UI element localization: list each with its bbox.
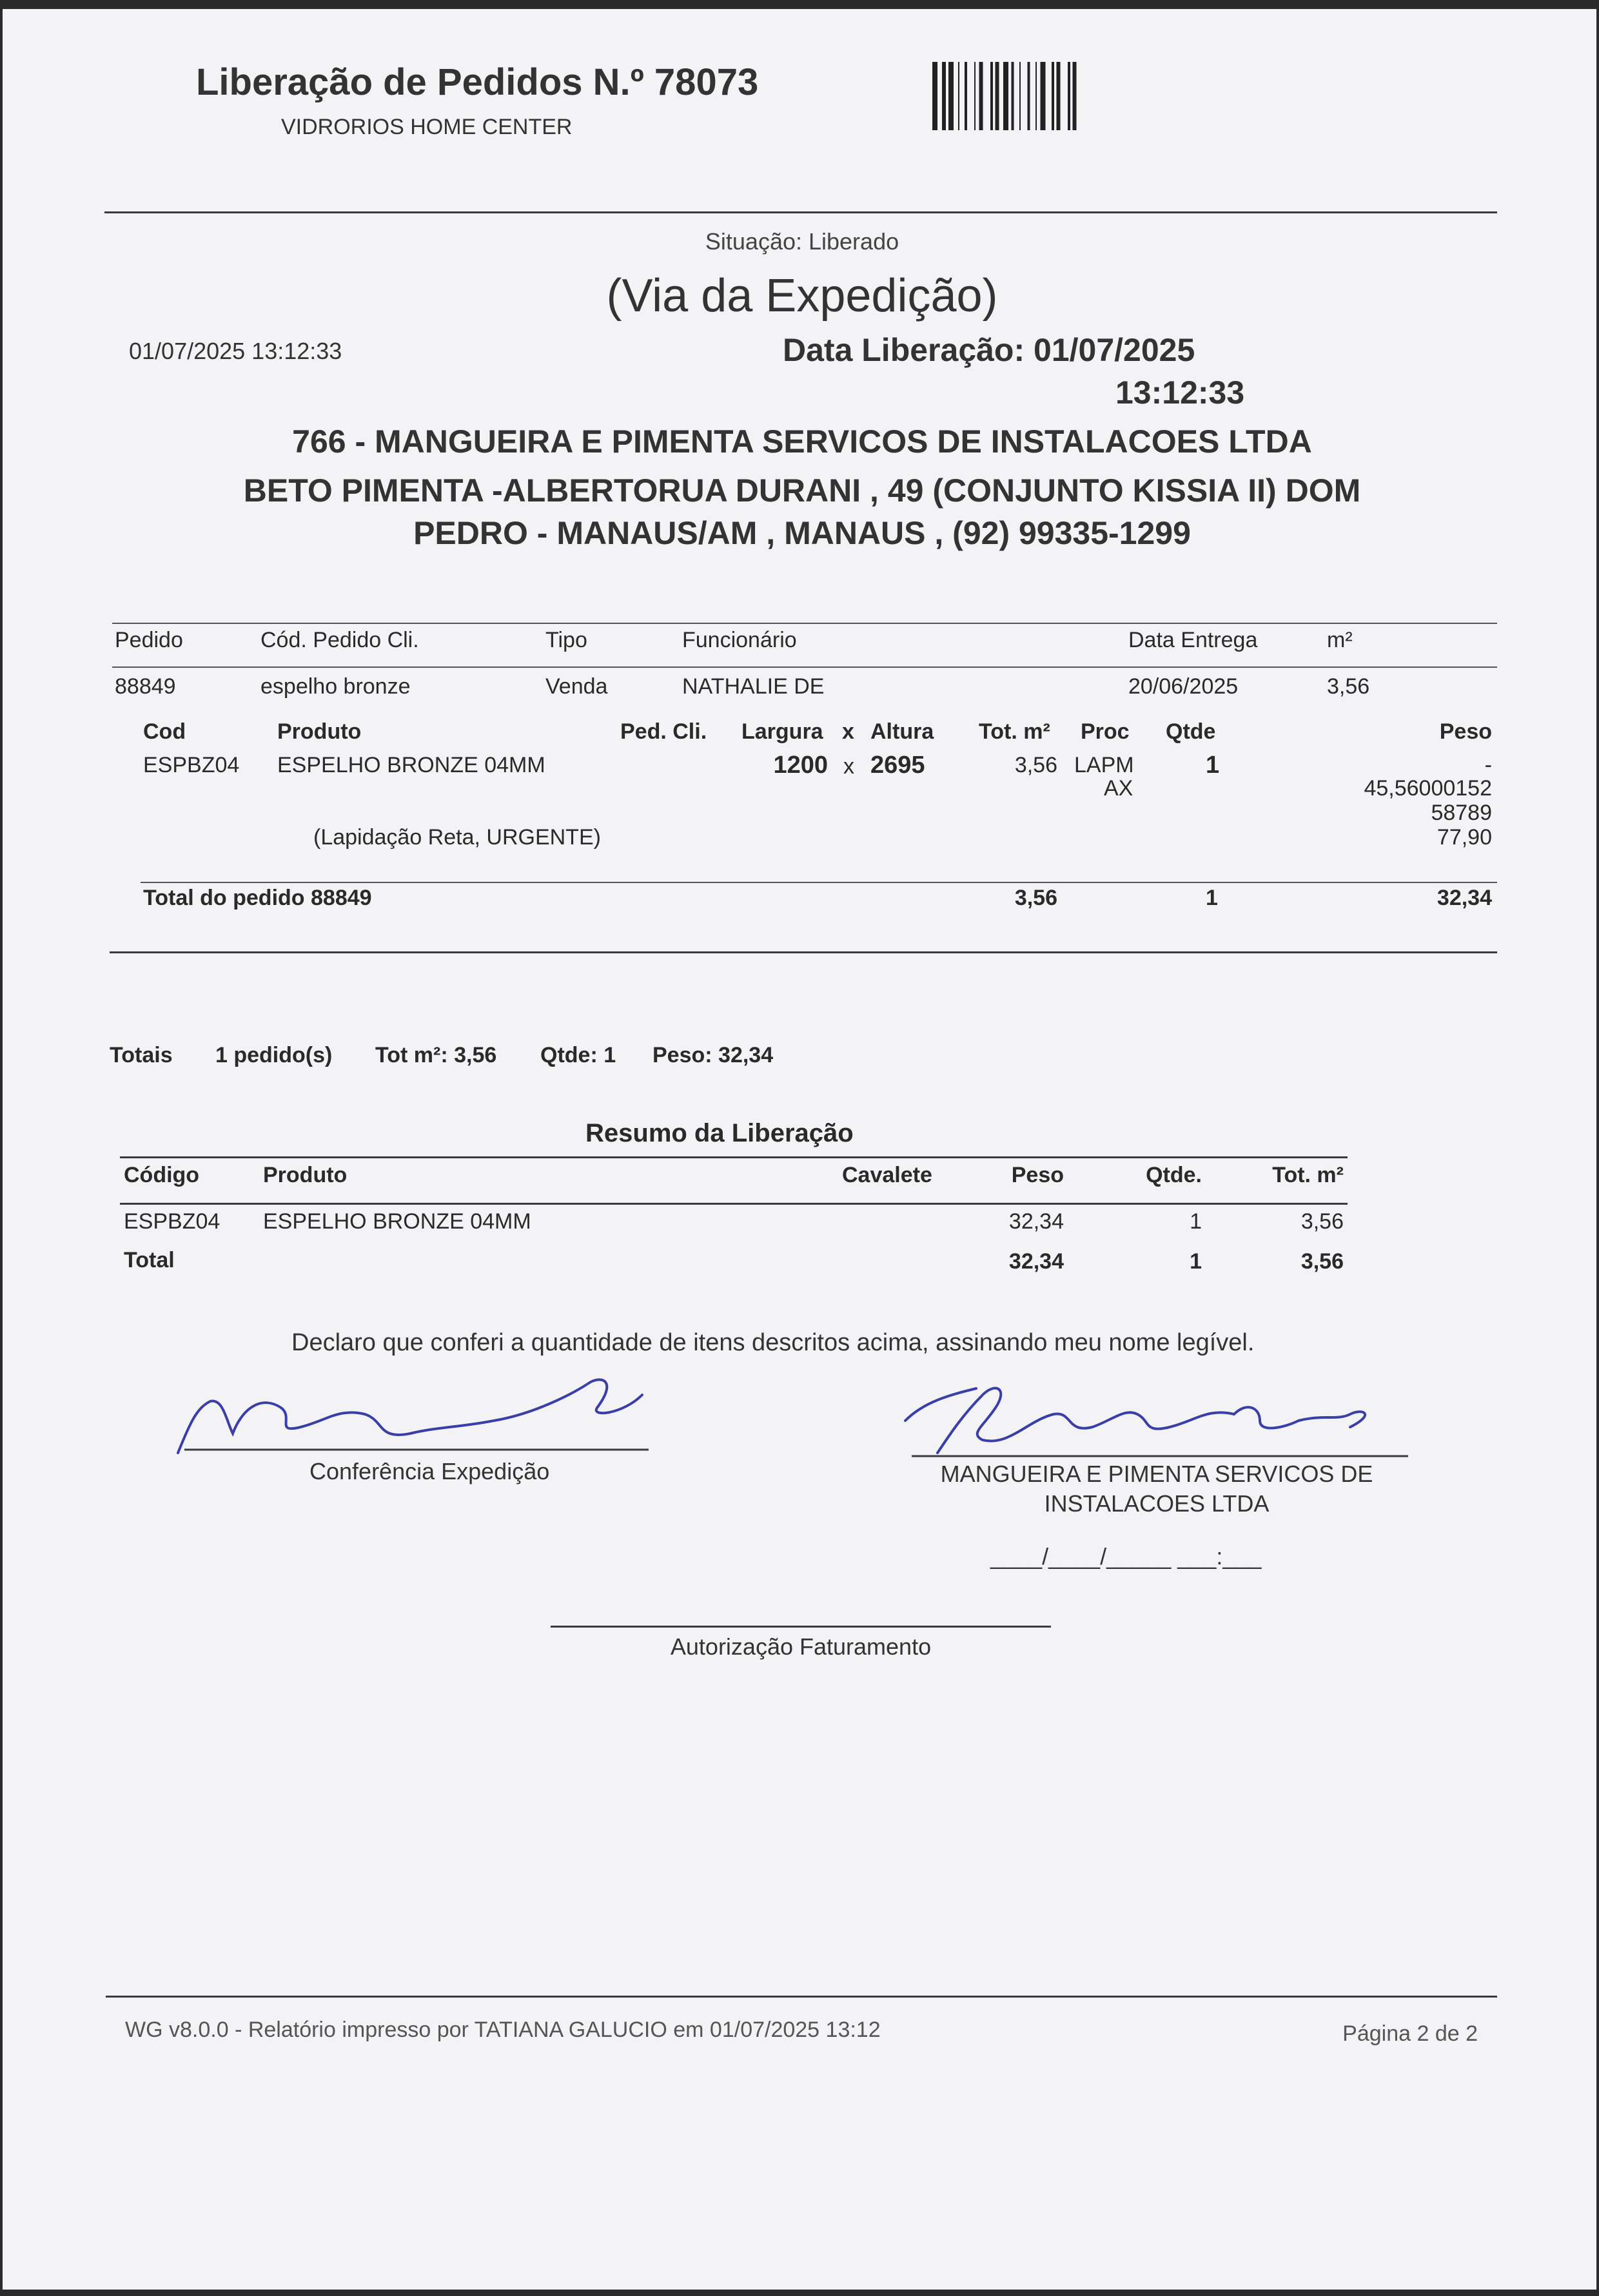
barcode-bar bbox=[996, 62, 999, 130]
item-peso-1: - bbox=[1484, 753, 1492, 777]
col-header-cod-cli: Cód. Pedido Cli. bbox=[260, 628, 419, 652]
release-date: Data Liberação: 01/07/2025 bbox=[783, 332, 1195, 368]
barcode-bar bbox=[1073, 62, 1077, 130]
item-code: ESPBZ04 bbox=[143, 753, 240, 777]
summary-header-tot-m2: Tot. m² bbox=[1272, 1163, 1344, 1187]
order-number: 88849 bbox=[115, 674, 176, 699]
summary-header-cavalete: Cavalete bbox=[842, 1163, 932, 1187]
via-label: (Via da Expedição) bbox=[606, 270, 998, 322]
document-page bbox=[3, 9, 1596, 2290]
summary-code: ESPBZ04 bbox=[124, 1209, 221, 1234]
totals-label: Totais bbox=[110, 1043, 173, 1067]
signature-right-label-2: INSTALACOES LTDA bbox=[1044, 1490, 1270, 1517]
order-delivery-date: 20/06/2025 bbox=[1128, 674, 1239, 699]
signature-right-label-1: MANGUEIRA E PIMENTA SERVICOS DE bbox=[940, 1461, 1373, 1487]
summary-header-produto: Produto bbox=[263, 1163, 348, 1187]
barcode-bar bbox=[1068, 62, 1070, 130]
divider bbox=[120, 1156, 1348, 1158]
signature-date-line: ____/____/_____ ___:___ bbox=[990, 1543, 1262, 1570]
summary-header-peso: Peso bbox=[1011, 1163, 1064, 1187]
signature-left-label: Conferência Expedição bbox=[309, 1458, 550, 1484]
summary-tot-m2: 3,56 bbox=[1300, 1209, 1344, 1234]
order-employee: NATHALIE DE bbox=[682, 674, 825, 699]
item-header-x: x bbox=[842, 719, 854, 744]
barcode-bar bbox=[958, 62, 959, 130]
barcode-bar bbox=[1012, 62, 1014, 130]
summary-header-qtde: Qtde. bbox=[1146, 1163, 1202, 1187]
barcode-bar bbox=[1052, 62, 1054, 130]
summary-total-qtde: 1 bbox=[1190, 1249, 1202, 1274]
divider bbox=[106, 1996, 1497, 1998]
order-total-peso: 32,34 bbox=[1437, 886, 1492, 910]
item-x: x bbox=[843, 754, 854, 779]
item-header-proc: Proc bbox=[1081, 719, 1130, 744]
declaration-text: Declaro que conferi a quantidade de itens descritos acima, assinando meu nome legível. bbox=[291, 1329, 1255, 1356]
barcode-bar bbox=[1035, 62, 1037, 130]
footer-page-number: Página 2 de 2 bbox=[1342, 2021, 1478, 2046]
item-header-peso: Peso bbox=[1439, 719, 1492, 744]
item-header-qtde: Qtde bbox=[1166, 719, 1216, 744]
barcode-bar bbox=[1003, 62, 1008, 130]
item-product: ESPELHO BRONZE 04MM bbox=[277, 753, 545, 777]
summary-total-label: Total bbox=[124, 1248, 175, 1272]
barcode-bar bbox=[974, 62, 976, 130]
summary-peso: 32,34 bbox=[1008, 1209, 1064, 1234]
item-note: (Lapidação Reta, URGENTE) bbox=[313, 825, 601, 850]
barcode-bar bbox=[942, 62, 946, 130]
order-total-qtde: 1 bbox=[1206, 886, 1218, 910]
order-type: Venda bbox=[545, 674, 608, 699]
order-m2: 3,56 bbox=[1327, 674, 1370, 699]
item-peso-2: 45,56000152 bbox=[1364, 776, 1492, 801]
document-title: Liberação de Pedidos N.º 78073 bbox=[196, 61, 759, 103]
barcode-bar bbox=[948, 62, 954, 130]
col-header-funcionario: Funcionário bbox=[682, 628, 797, 652]
barcode-bar bbox=[1041, 62, 1046, 130]
summary-header-codigo: Código bbox=[124, 1163, 200, 1187]
client-address-1: BETO PIMENTA -ALBERTORUA DURANI , 49 (CONJUNTO KISSIA II) DOM bbox=[243, 472, 1361, 509]
item-header-largura: Largura bbox=[741, 719, 823, 744]
divider bbox=[141, 882, 1497, 883]
totals-m2: Tot m²: 3,56 bbox=[375, 1043, 497, 1067]
divider bbox=[551, 1626, 1051, 1628]
item-tot-m2: 3,56 bbox=[1014, 753, 1057, 777]
handwritten-signature-right bbox=[899, 1376, 1415, 1472]
handwritten-signature-left bbox=[172, 1369, 662, 1472]
divider bbox=[104, 211, 1497, 213]
order-total-label: Total do pedido 88849 bbox=[143, 886, 372, 910]
divider bbox=[110, 951, 1497, 953]
item-qtde: 1 bbox=[1206, 752, 1220, 779]
totals-orders: 1 pedido(s) bbox=[215, 1043, 333, 1067]
divider bbox=[112, 666, 1497, 668]
summary-total-peso: 32,34 bbox=[1008, 1249, 1064, 1274]
client-address-2: PEDRO - MANAUS/AM , MANAUS , (92) 99335-1299 bbox=[413, 515, 1191, 551]
order-total-m2: 3,56 bbox=[1014, 886, 1057, 910]
company-name: VIDRORIOS HOME CENTER bbox=[281, 115, 573, 139]
barcode-bar bbox=[1019, 62, 1021, 130]
print-datetime: 01/07/2025 13:12:33 bbox=[129, 338, 342, 364]
client-name: 766 - MANGUEIRA E PIMENTA SERVICOS DE INSTALACOES LTDA bbox=[292, 423, 1312, 460]
item-header-cod: Cod bbox=[143, 719, 186, 744]
totals-qtde: Qtde: 1 bbox=[540, 1043, 616, 1067]
barcode-bar bbox=[932, 62, 937, 130]
divider bbox=[112, 623, 1497, 624]
summary-total-tot-m2: 3,56 bbox=[1300, 1249, 1344, 1274]
summary-qtde: 1 bbox=[1190, 1209, 1202, 1234]
col-header-pedido: Pedido bbox=[115, 628, 183, 652]
barcode-bar bbox=[1028, 62, 1030, 130]
item-peso-4: 77,90 bbox=[1437, 825, 1492, 850]
status-text: Situação: Liberado bbox=[705, 228, 899, 255]
barcode-bar bbox=[979, 62, 983, 130]
item-header-ped-cli: Ped. Cli. bbox=[620, 719, 707, 744]
item-proc-1: LAPM bbox=[1074, 753, 1134, 777]
release-time: 13:12:33 bbox=[1115, 375, 1245, 411]
barcode-bar bbox=[1057, 62, 1061, 130]
item-header-tot-m2: Tot. m² bbox=[979, 719, 1050, 744]
order-client-code: espelho bronze bbox=[260, 674, 411, 699]
divider bbox=[120, 1203, 1348, 1205]
footer-print-info: WG v8.0.0 - Relatório impresso por TATIANA GALUCIO em 01/07/2025 13:12 bbox=[125, 2018, 881, 2042]
col-header-data-entrega: Data Entrega bbox=[1128, 628, 1258, 652]
item-proc-2: AX bbox=[1104, 776, 1133, 801]
barcode-bar bbox=[990, 62, 993, 130]
item-peso-3: 58789 bbox=[1431, 801, 1492, 825]
totals-peso: Peso: 32,34 bbox=[652, 1043, 774, 1067]
item-width: 1200 bbox=[773, 752, 828, 779]
barcode-bar bbox=[965, 62, 967, 130]
item-header-altura: Altura bbox=[870, 719, 934, 744]
col-header-tipo: Tipo bbox=[545, 628, 587, 652]
summary-product: ESPELHO BRONZE 04MM bbox=[263, 1209, 531, 1234]
item-header-produto: Produto bbox=[277, 719, 362, 744]
barcode bbox=[932, 53, 1177, 130]
col-header-m2: m² bbox=[1327, 628, 1353, 652]
authorization-label: Autorização Faturamento bbox=[670, 1633, 932, 1660]
summary-title: Resumo da Liberação bbox=[585, 1119, 854, 1147]
item-height: 2695 bbox=[870, 752, 925, 779]
